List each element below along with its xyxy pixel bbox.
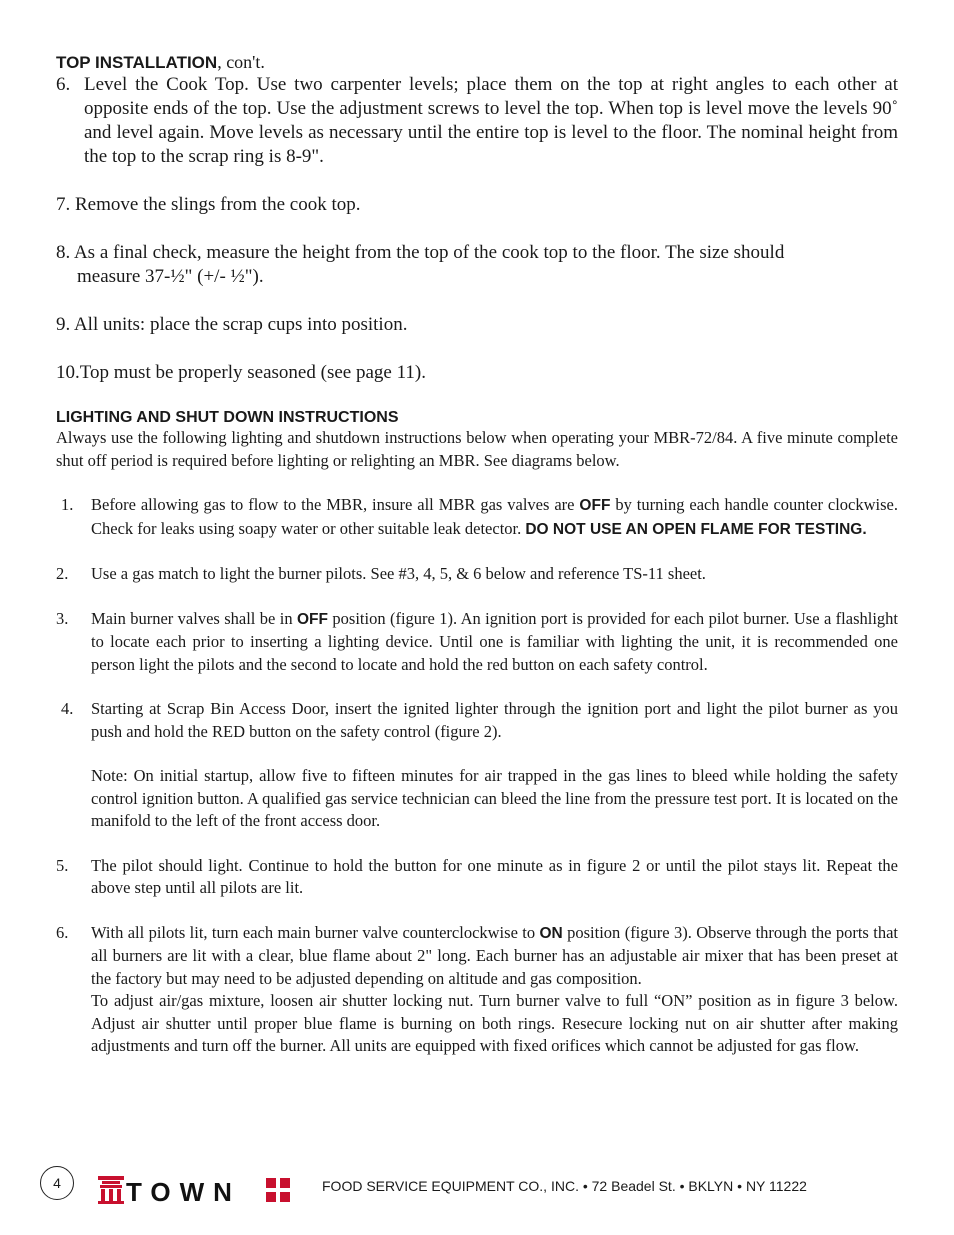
step-9: 9. All units: place the scrap cups into position.	[56, 314, 408, 335]
step-8: 8. As a final check, measure the height from the top of the cook top to the floor. The size should	[56, 242, 785, 263]
lighting-step-5: 5. The pilot should light. Continue to hold the button for one minute as in figure 2 or until the pilot stays lit. Repeat the above step until all pilots are lit.	[56, 855, 898, 897]
page-footer	[40, 1166, 920, 1206]
lighting-step-2: 2. Use a gas match to light the burner pilots. See #3, 4, 5, & 6 below and reference TS-11 sheet.	[56, 564, 706, 583]
lighting-step-6: 6. With all pilots lit, turn each main burner valve counterclockwise to ON position (figure 3). Observe through the ports that all burners are lit with a clear, blue flame about 2" long. Each burner has an adjustable air mixer that has been preset at the factory but may need to be adjusted depending on altitude and gas composition. To adjust air/gas mixture, loosen air shutter locking nut. Turn burner valve to full “ON” position as in figure 3 below. Adjust air shutter until proper blue flame is burning on both rings. Resecure locking nut on air shutter after making adjustments and turn off the burner. All units are equipped with fixed orifices which cannot be adjusted for gas flow.	[56, 922, 898, 1055]
step-7: 7. Remove the slings from the cook top.	[56, 194, 361, 215]
page-number: 4	[40, 1166, 74, 1200]
lighting-step-1: 1. Before allowing gas to flow to the MBR, insure all MBR gas valves are OFF by turning each handle counter clockwise. Check for leaks using soapy water or other suitable leak detector. DO NOT USE AN OPEN FLAME FOR TESTING.	[61, 495, 898, 538]
lighting-note: Note: On initial startup, allow five to fifteen minutes for air trapped in the gas lines to bleed while holding the safety control ignition button. A qualified gas service technician can bleed the line from the pressure test port. It is located on the manifold to the left of the front access door.	[91, 766, 898, 830]
step-8-measure: measure 37-½" (+/- ½").	[77, 266, 264, 287]
top-installation-heading: TOP INSTALLATION, con't.	[56, 52, 265, 72]
lighting-intro: Always use the following lighting and shutdown instructions below when operating your MBR-72/84. A five minute complete shut off period is required before lighting or relighting an MBR. See diagrams below.	[56, 428, 898, 470]
logo-text: TOWN	[126, 1177, 241, 1206]
page-content	[56, 52, 898, 1058]
step-6: 6. Level the Cook Top. Use two carpenter levels; place them on the top at right angles to each other at opposite ends of the top. Use the adjustment screws to level the top. When top is level move the levels 90˚ and level again. Move levels as necessary until the entire top is level to the floor. The nominal height from the top to the scrap ring is 8-9".	[56, 74, 898, 167]
step-10: 10.Top must be properly seasoned (see page 11).	[56, 362, 426, 383]
lighting-heading: LIGHTING AND SHUT DOWN INSTRUCTIONS	[56, 409, 399, 426]
lighting-step-3: 3. Main burner valves shall be in OFF position (figure 1). An ignition port is provided for each pilot burner. Use a flashlight to locate each prior to inserting a lighting device. Until one is familiar with lighting the unit, it is recommended one person light the pilots and the second to locate and hold the red button on each safety control.	[56, 608, 898, 674]
town-logo	[98, 1174, 314, 1206]
lighting-step-4: 4. Starting at Scrap Bin Access Door, insert the ignited lighter through the ignition port and light the pilot burner as you push and hold the RED button on the safety control (figure 2).	[61, 699, 898, 741]
company-address: FOOD SERVICE EQUIPMENT CO., INC. • 72 Beadel St. • BKLYN • NY 11222	[322, 1178, 807, 1194]
